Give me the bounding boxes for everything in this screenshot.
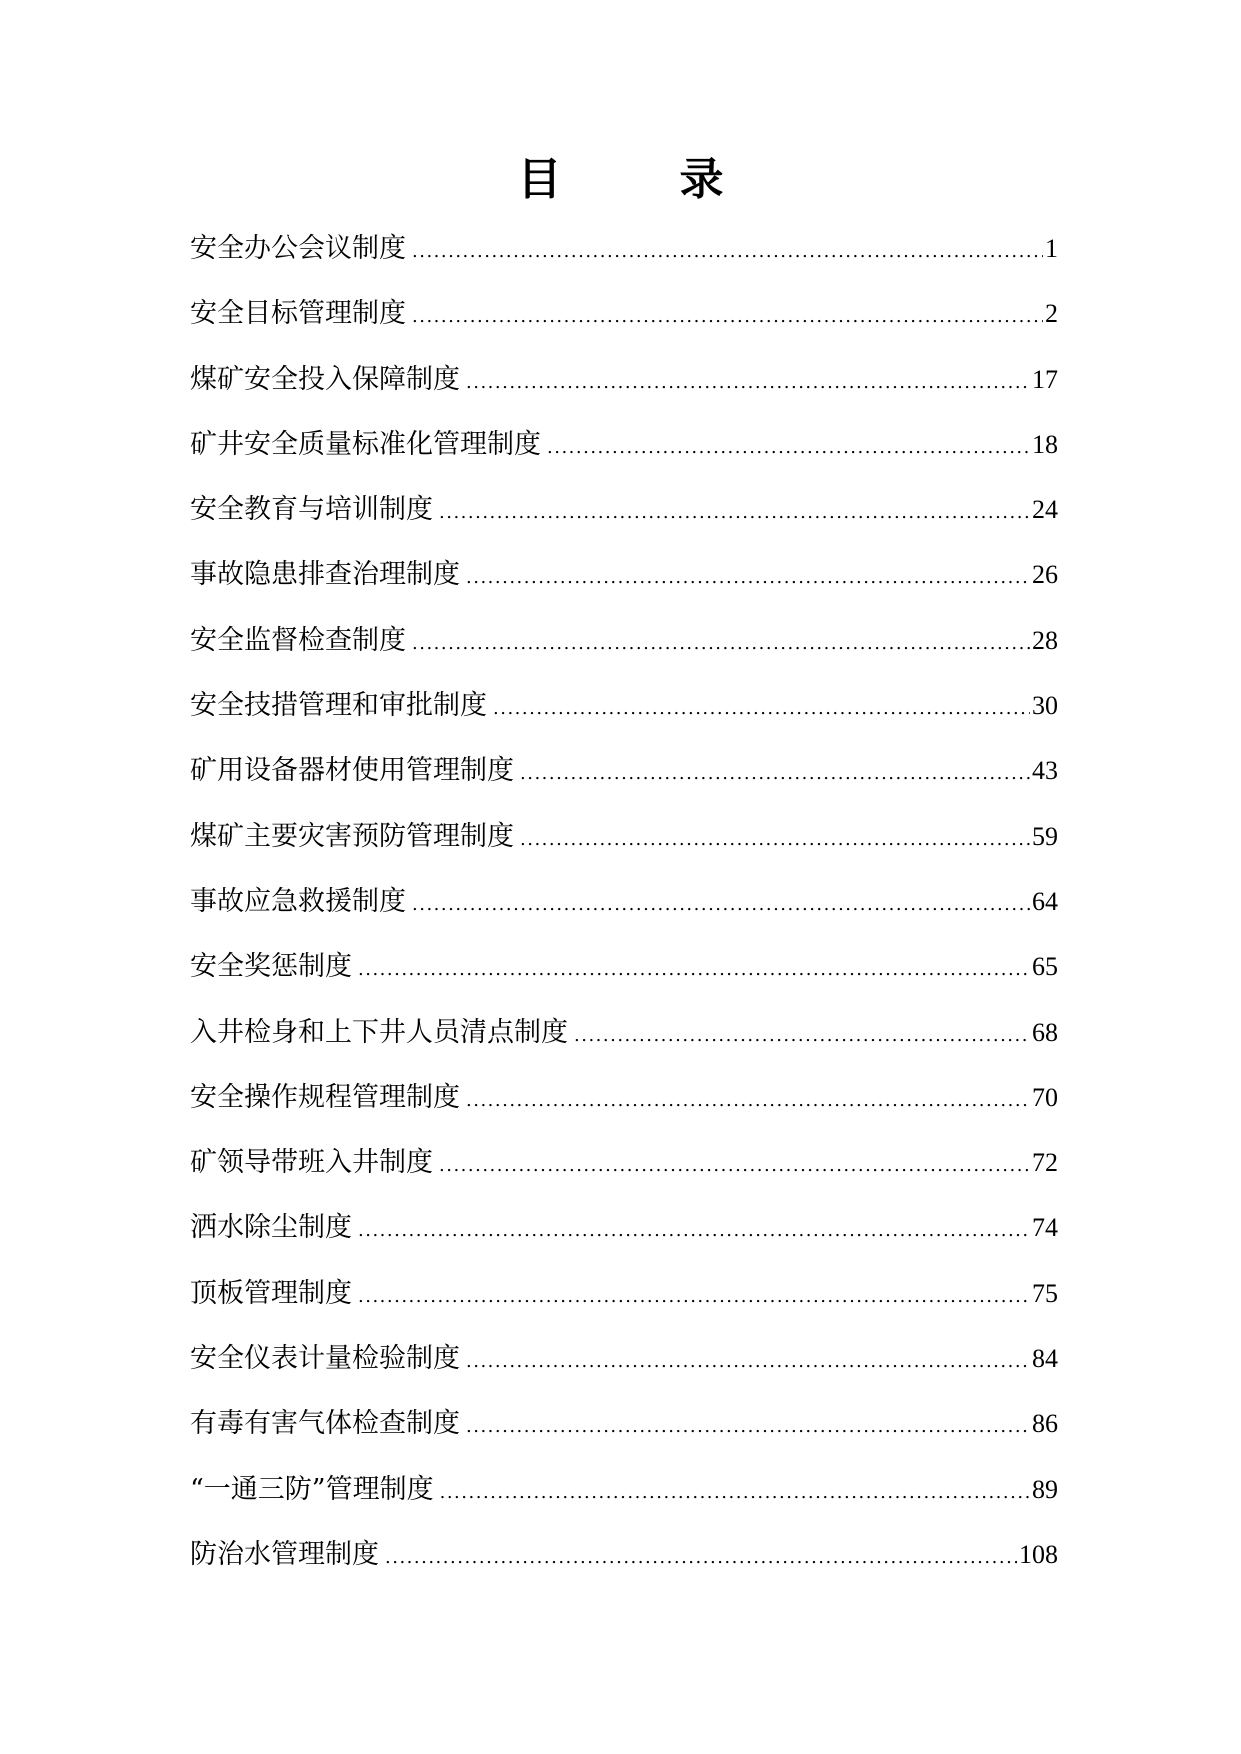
toc-dot-leader (466, 1071, 1030, 1131)
toc-entry[interactable] (190, 545, 1058, 610)
title-char-1: 目 (517, 154, 562, 205)
toc-entry-page-number: 18 (1032, 429, 1058, 459)
toc-dot-leader (520, 810, 1030, 870)
toc-dot-leader (547, 418, 1030, 478)
toc-entry[interactable] (190, 1133, 1058, 1198)
toc-entry-page-number: 84 (1032, 1344, 1058, 1374)
toc-entry[interactable] (190, 350, 1058, 415)
toc-dot-leader (440, 1463, 1030, 1523)
toc-entry-title: 有毒有害气体检查制度 (190, 1408, 460, 1440)
toc-entry-title: 安全仪表计量检验制度 (190, 1343, 460, 1375)
toc-entry-page-number: 74 (1032, 1213, 1058, 1243)
toc-dot-leader (358, 940, 1030, 1000)
toc-entry-title: 安全目标管理制度 (190, 298, 406, 330)
toc-entry[interactable] (190, 611, 1058, 676)
toc-dot-leader (412, 875, 1030, 935)
toc-entry-page-number: 30 (1032, 691, 1058, 721)
toc-entry-page-number: 59 (1032, 821, 1058, 851)
toc-entry[interactable] (190, 1198, 1058, 1263)
toc-entry-page-number: 1 (1045, 234, 1058, 263)
toc-entry[interactable] (190, 480, 1058, 545)
title-char-2: 录 (679, 154, 724, 205)
toc-dot-leader (412, 222, 1043, 282)
toc-entry-title: 事故隐患排查治理制度 (190, 559, 460, 591)
toc-entry-page-number: 72 (1032, 1148, 1058, 1178)
toc-entry-page-number: 89 (1032, 1474, 1058, 1504)
toc-entry-title: 矿井安全质量标准化管理制度 (190, 428, 541, 460)
toc-entry-title: 顶板管理制度 (190, 1277, 352, 1309)
toc-dot-leader (466, 548, 1030, 608)
toc-dot-leader (439, 483, 1030, 543)
toc-entry-title: 防治水管理制度 (190, 1538, 379, 1570)
toc-entry-title: 安全办公会议制度 (190, 233, 406, 264)
toc-entry[interactable] (190, 1460, 1058, 1525)
toc-entry-title: 洒水除尘制度 (190, 1212, 352, 1244)
toc-entry-title: 煤矿主要灾害预防管理制度 (190, 820, 514, 852)
toc-entry-page-number: 64 (1032, 886, 1058, 916)
toc-entry-page-number: 24 (1032, 495, 1058, 525)
toc-entry-page-number: 108 (1019, 1539, 1058, 1569)
toc-entry-title: “一通三防”管理制度 (190, 1473, 434, 1505)
toc-entry-page-number: 43 (1032, 756, 1058, 786)
toc-dot-leader (358, 1267, 1030, 1327)
toc-entry[interactable] (190, 807, 1058, 872)
toc-dot-leader (574, 1006, 1030, 1066)
page-title (0, 150, 1241, 210)
toc-dot-leader (493, 679, 1030, 739)
toc-entry[interactable] (190, 1525, 1058, 1590)
toc-entry-title: 矿领导带班入井制度 (190, 1147, 433, 1179)
toc-entry-page-number: 70 (1032, 1082, 1058, 1112)
toc-entry[interactable] (190, 1394, 1058, 1459)
toc-entry-page-number: 17 (1032, 364, 1058, 394)
toc-entry[interactable] (190, 872, 1058, 937)
toc-entry-title: 安全教育与培训制度 (190, 494, 433, 526)
toc-entry[interactable] (190, 284, 1058, 349)
toc-entry[interactable] (190, 937, 1058, 1002)
toc-entry-page-number: 2 (1045, 299, 1058, 329)
table-of-contents (190, 219, 1058, 1590)
toc-entry-title: 安全奖惩制度 (190, 951, 352, 983)
toc-entry-title: 安全监督检查制度 (190, 624, 406, 656)
toc-entry[interactable] (190, 219, 1058, 284)
toc-entry-page-number: 86 (1032, 1409, 1058, 1439)
toc-dot-leader (466, 353, 1030, 413)
toc-entry-page-number: 68 (1032, 1017, 1058, 1047)
toc-dot-leader (439, 1136, 1030, 1196)
toc-dot-leader (412, 287, 1043, 347)
toc-entry[interactable] (190, 1003, 1058, 1068)
toc-entry[interactable] (190, 676, 1058, 741)
toc-entry-title: 事故应急救援制度 (190, 885, 406, 917)
toc-entry-page-number: 75 (1032, 1278, 1058, 1308)
toc-entry-title: 煤矿安全投入保障制度 (190, 363, 460, 395)
toc-entry[interactable] (190, 741, 1058, 806)
toc-entry-title: 矿用设备器材使用管理制度 (190, 755, 514, 787)
toc-dot-leader (412, 614, 1030, 674)
toc-entry-title: 入井检身和上下井人员清点制度 (190, 1016, 568, 1048)
toc-dot-leader (520, 744, 1030, 804)
toc-dot-leader (385, 1528, 1017, 1588)
toc-dot-leader (466, 1332, 1030, 1392)
toc-entry[interactable] (190, 1329, 1058, 1394)
toc-entry-page-number: 28 (1032, 625, 1058, 655)
toc-entry-page-number: 26 (1032, 560, 1058, 590)
toc-entry[interactable] (190, 1068, 1058, 1133)
toc-entry[interactable] (190, 1264, 1058, 1329)
toc-entry-title: 安全操作规程管理制度 (190, 1081, 460, 1113)
toc-entry-title: 安全技措管理和审批制度 (190, 690, 487, 722)
toc-entry[interactable] (190, 415, 1058, 480)
toc-dot-leader (358, 1201, 1030, 1261)
toc-dot-leader (466, 1397, 1030, 1457)
toc-entry-page-number: 65 (1032, 952, 1058, 982)
